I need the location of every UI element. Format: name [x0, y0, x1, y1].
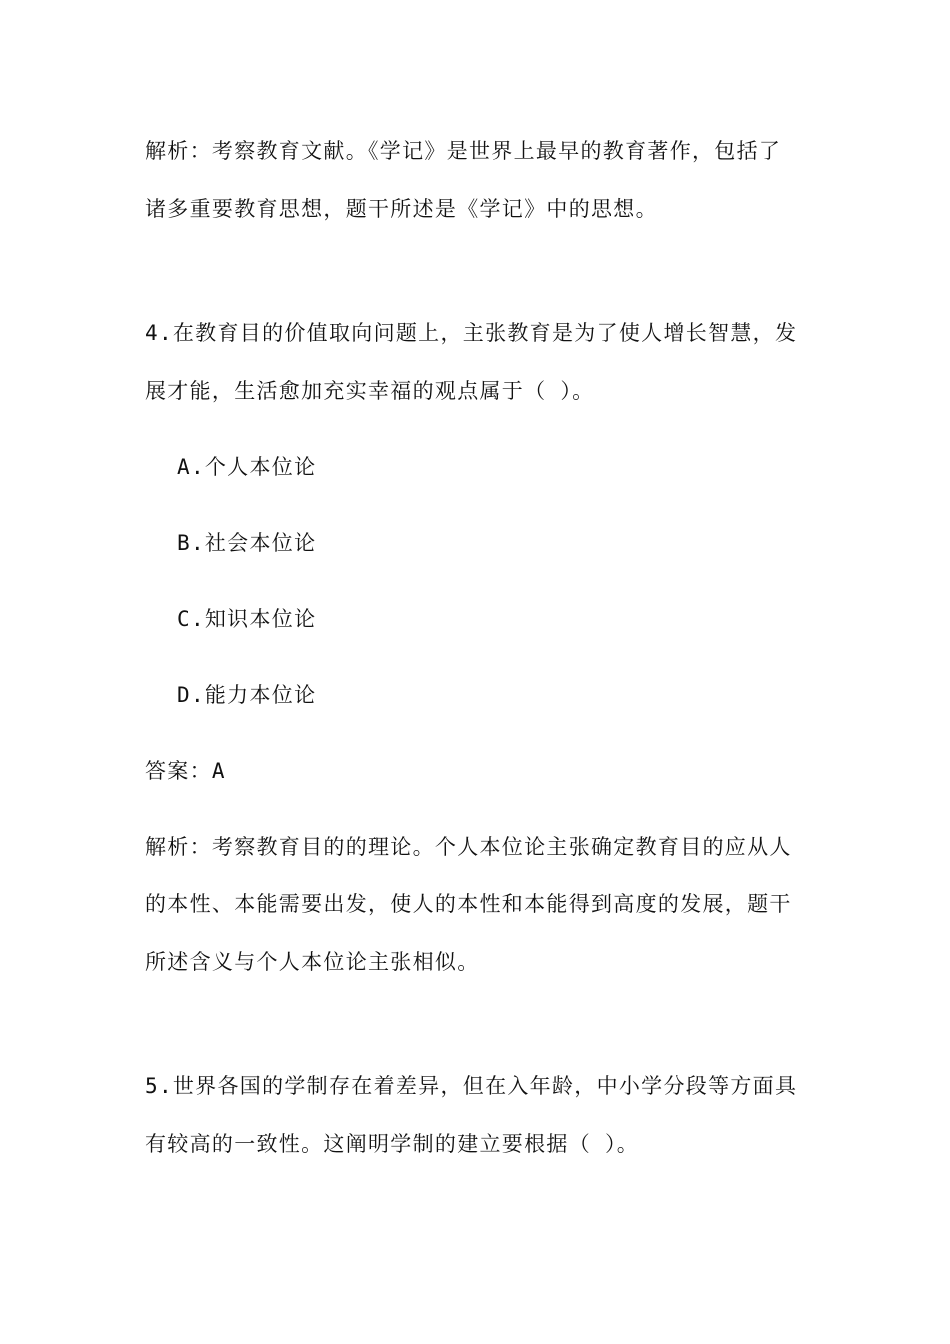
q4-analysis-line-3: 所述含义与个人本位论主张相似。: [145, 950, 480, 974]
q4-option-a: A.个人本位论: [177, 455, 317, 479]
q3-analysis-line-1: 解析：考察教育文献。《学记》是世界上最早的教育著作，包括了: [145, 139, 782, 163]
q4-analysis-line-1: 解析：考察教育目的的理论。个人本位论主张确定教育目的应从人: [145, 835, 792, 859]
q4-option-d: D.能力本位论: [177, 683, 317, 707]
q4-option-b: B.社会本位论: [177, 531, 317, 555]
q3-analysis-line-2: 诸多重要教育思想，题干所述是《学记》中的思想。: [145, 197, 658, 221]
q4-answer: 答案：A: [145, 759, 226, 783]
q5-stem-line-2: 有较高的一致性。这阐明学制的建立要根据（ ）。: [145, 1132, 640, 1156]
q4-stem-line-2: 展才能，生活愈加充实幸福的观点属于（ ）。: [145, 379, 595, 403]
q4-stem-line-1: 4.在教育目的价值取向问题上，主张教育是为了使人增长智慧，发: [145, 321, 798, 345]
q5-stem-line-1: 5.世界各国的学制存在着差异，但在入年龄，中小学分段等方面具: [145, 1074, 798, 1098]
q4-analysis-line-2: 的本性、本能需要出发，使人的本性和本能得到高度的发展，题干: [145, 892, 792, 916]
q4-option-c: C.知识本位论: [177, 607, 317, 631]
